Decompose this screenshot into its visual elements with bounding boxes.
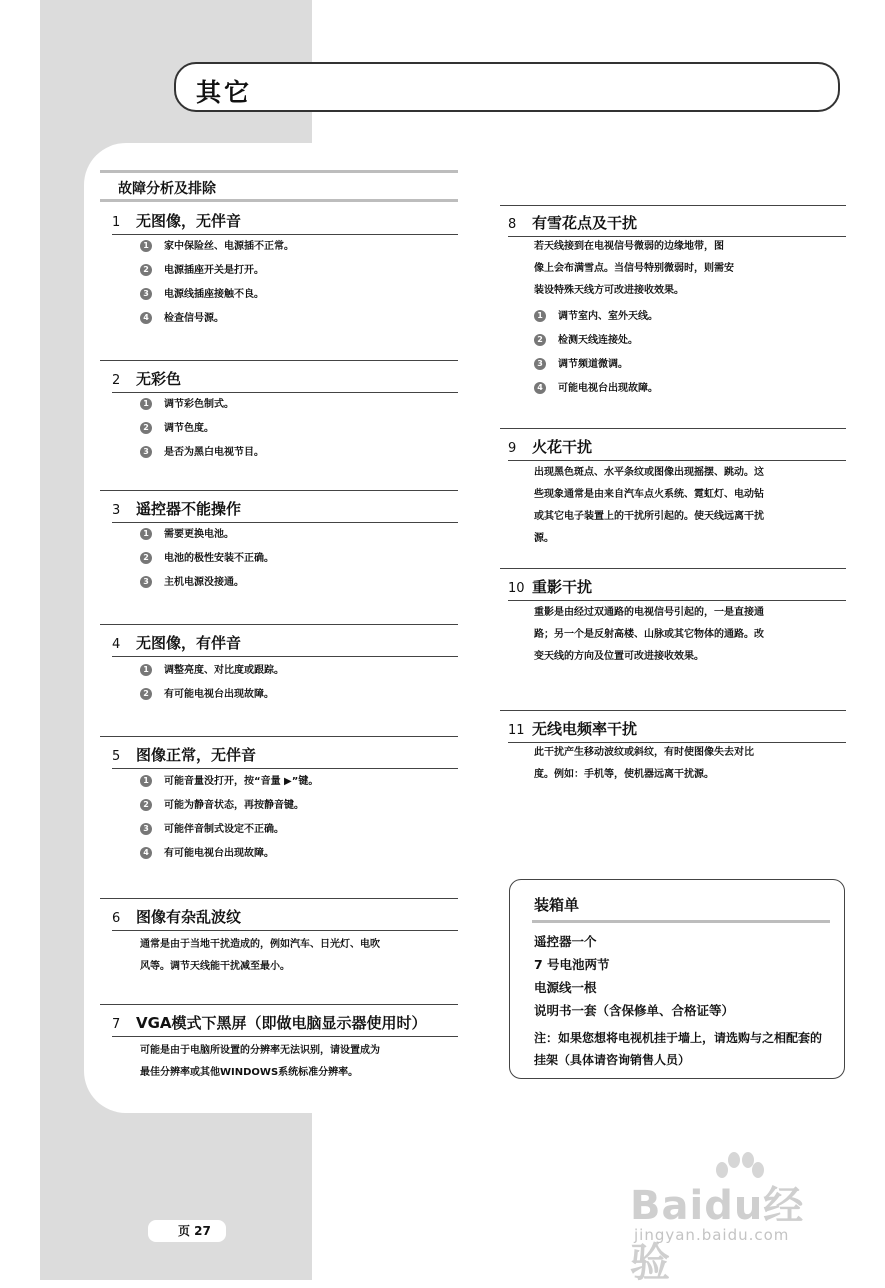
paragraph: 通常是由于当地干扰造成的，例如汽车、日光灯、电吹 风等。调节天线能干扰减至最小。 <box>140 939 380 972</box>
number-bullet-icon: 4 <box>140 847 152 859</box>
title-box <box>174 62 840 112</box>
list-item: 2 有可能电视台出现故障。 <box>140 688 274 702</box>
section-header: 故障分析及排除 <box>118 181 216 197</box>
section-heading: 5 图像正常，无伴音 <box>112 744 458 769</box>
section-heading: 9 火花干扰 <box>508 436 846 461</box>
packing-item: 7 号电池两节 <box>534 957 610 972</box>
number-bullet-icon: 3 <box>140 576 152 588</box>
number-bullet-icon: 3 <box>140 446 152 458</box>
list-item: 3 是否为黑白电视节目。 <box>140 446 264 460</box>
page-title: 其它 <box>196 78 253 107</box>
number-bullet-icon: 1 <box>534 310 546 322</box>
number-bullet-icon: 3 <box>140 823 152 835</box>
divider <box>500 710 846 711</box>
list-item: 1 调节室内、室外天线。 <box>534 310 658 324</box>
number-bullet-icon: 1 <box>140 664 152 676</box>
list-item: 3 调节频道微调。 <box>534 358 628 372</box>
list-item: 3 主机电源没接通。 <box>140 576 244 590</box>
section-heading: 10 重影干扰 <box>508 576 846 601</box>
number-bullet-icon: 2 <box>140 688 152 700</box>
number-bullet-icon: 2 <box>140 264 152 276</box>
section-heading: 6 图像有杂乱波纹 <box>112 906 458 931</box>
list-item: 1 可能音量没打开，按“音量 ▶”键。 <box>140 775 318 789</box>
list-item: 3 电源线插座接触不良。 <box>140 288 264 302</box>
number-bullet-icon: 2 <box>140 552 152 564</box>
list-item: 4 有可能电视台出现故障。 <box>140 847 274 861</box>
paragraph: 可能是由于电脑所设置的分辨率无法识别，请设置成为 最佳分辨率或其他WINDOWS系统标准分辨率。 <box>140 1045 380 1078</box>
list-item: 2 可能为静音状态，再按静音键。 <box>140 799 304 813</box>
paragraph: 此干扰产生移动波纹或斜纹，有时使图像失去对比 度。例如：手机等，使机器远离干扰源。 <box>534 747 754 780</box>
section-heading: 2 无彩色 <box>112 368 458 393</box>
divider <box>100 490 458 491</box>
list-item: 1 调整亮度、对比度或跟踪。 <box>140 664 284 678</box>
list-item: 1 调节彩色制式。 <box>140 398 234 412</box>
baidu-watermark <box>620 1150 840 1286</box>
divider <box>500 205 846 206</box>
number-bullet-icon: 2 <box>534 334 546 346</box>
packing-item: 电源线一根 <box>534 980 597 995</box>
list-item: 3 可能伴音制式设定不正确。 <box>140 823 284 837</box>
watermark-text: Baidu经验 <box>630 1183 805 1286</box>
packing-item: 说明书一套（含保修单、合格证等） <box>534 1003 735 1018</box>
section-heading: 11 无线电频率干扰 <box>508 718 846 743</box>
divider <box>100 360 458 361</box>
divider <box>100 898 458 899</box>
section-heading: 4 无图像，有伴音 <box>112 632 458 657</box>
number-bullet-icon: 1 <box>140 398 152 410</box>
number-bullet-icon: 4 <box>534 382 546 394</box>
watermark-url: jingyan.baidu.com <box>634 1226 790 1244</box>
number-bullet-icon: 2 <box>140 799 152 811</box>
number-bullet-icon: 1 <box>140 775 152 787</box>
number-bullet-icon: 1 <box>140 528 152 540</box>
number-bullet-icon: 1 <box>140 240 152 252</box>
paragraph: 若天线接到在电视信号微弱的边缘地带，图 像上会布满雪点。当信号特别微弱时，则需安 装设特殊天线方可改进接收效果。 <box>534 241 734 296</box>
packing-list-box <box>509 879 845 1079</box>
section-heading: 8 有雪花点及干扰 <box>508 212 846 237</box>
divider <box>500 568 846 569</box>
list-item: 2 电池的极性安装不正确。 <box>140 552 274 566</box>
packing-list-rule <box>532 920 830 923</box>
page-number: 页 27 <box>178 1224 211 1238</box>
list-item: 2 调节色度。 <box>140 422 214 436</box>
packing-note: 注：如果您想将电视机挂于墙上，请选购与之相配套的挂架（具体请咨询销售人员） <box>534 1031 823 1067</box>
section-heading: 3 遥控器不能操作 <box>112 498 458 523</box>
list-item: 4 可能电视台出现故障。 <box>534 382 658 396</box>
list-item: 4 检查信号源。 <box>140 312 224 326</box>
section-heading: 1 无图像，无伴音 <box>112 210 458 235</box>
number-bullet-icon: 3 <box>534 358 546 370</box>
divider <box>100 736 458 737</box>
paragraph: 出现黑色斑点、水平条纹或图像出现摇摆、跳动。这 些现象通常是由来自汽车点火系统、霓虹灯、电动钻 或其它电子装置上的干扰所引起的。使天线远离干扰 源。 <box>534 467 764 544</box>
section-top-rule <box>100 170 458 173</box>
packing-item: 遥控器一个 <box>534 934 597 949</box>
divider <box>100 1004 458 1005</box>
packing-list-title: 装箱单 <box>534 896 580 914</box>
list-item: 2 电源插座开关是打开。 <box>140 264 264 278</box>
divider <box>100 624 458 625</box>
divider <box>500 428 846 429</box>
number-bullet-icon: 2 <box>140 422 152 434</box>
list-item: 1 家中保险丝、电源插不正常。 <box>140 240 294 254</box>
number-bullet-icon: 3 <box>140 288 152 300</box>
paragraph: 重影是由经过双通路的电视信号引起的，一是直接通 路；另一个是反射高楼、山脉或其它物体的通路。改 变天线的方向及位置可改进接收效果。 <box>534 607 764 662</box>
list-item: 1 需要更换电池。 <box>140 528 234 542</box>
section-heading: 7 VGA模式下黑屏（即做电脑显示器使用时） <box>112 1012 458 1037</box>
list-item: 2 检测天线连接处。 <box>534 334 638 348</box>
section-header-rule <box>100 199 458 202</box>
number-bullet-icon: 4 <box>140 312 152 324</box>
